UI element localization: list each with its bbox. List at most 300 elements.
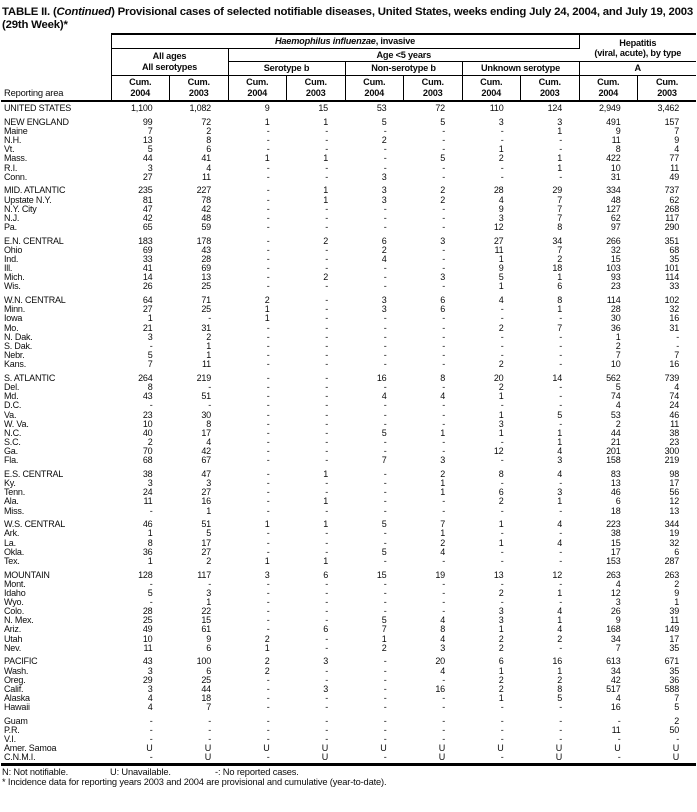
value-cell: - bbox=[676, 331, 680, 342]
value-cell: 562 bbox=[606, 372, 621, 383]
value-cell: - bbox=[500, 578, 504, 589]
value-cell: - bbox=[559, 725, 563, 735]
value-cell: 334 bbox=[606, 185, 621, 196]
value-cell: 5 bbox=[206, 528, 211, 539]
value-cell: 4 bbox=[440, 615, 445, 626]
table-row bbox=[1, 516, 696, 530]
value-cell: 2 bbox=[264, 295, 270, 306]
table-row bbox=[1, 232, 696, 246]
value-cell: 219 bbox=[664, 455, 680, 466]
value-cell: - bbox=[208, 734, 211, 745]
value-cell: 13 bbox=[201, 272, 211, 283]
value-cell: 39 bbox=[669, 606, 680, 617]
value-cell: - bbox=[383, 478, 387, 489]
value-cell: 2 bbox=[147, 436, 153, 447]
serotype-b-header: Serotype b bbox=[228, 62, 345, 76]
value-cell: 9 bbox=[615, 125, 621, 136]
value-cell: 14 bbox=[552, 372, 563, 383]
value-cell: 3 bbox=[323, 656, 328, 667]
value-cell: - bbox=[325, 171, 328, 182]
value-cell: - bbox=[325, 487, 328, 498]
table-row bbox=[1, 145, 696, 154]
value-cell: 30 bbox=[201, 409, 211, 420]
value-cell: 2 bbox=[615, 418, 621, 429]
value-cell: - bbox=[266, 171, 270, 182]
value-cell: - bbox=[266, 487, 270, 498]
value-cell: - bbox=[500, 505, 504, 516]
value-cell: - bbox=[149, 752, 153, 763]
value-cell: 1 bbox=[206, 505, 211, 516]
value-cell: 32 bbox=[669, 537, 680, 548]
title-rest: ) Provisional cases of selected notifiable diseases, United States, weeks ending July 24, 2004, and July 19, 2003 bbox=[111, 6, 694, 18]
value-cell: - bbox=[383, 272, 387, 283]
value-cell: 46 bbox=[142, 519, 153, 530]
value-cell: 1 bbox=[498, 693, 504, 704]
value-cell: - bbox=[500, 135, 504, 146]
table-row bbox=[1, 447, 696, 456]
value-cell: U bbox=[614, 743, 621, 754]
value-cell: - bbox=[325, 135, 328, 146]
value-cell: - bbox=[325, 162, 328, 173]
table-row bbox=[1, 392, 696, 401]
value-cell: 23 bbox=[142, 409, 153, 420]
value-cell: 2 bbox=[264, 665, 270, 676]
value-cell: - bbox=[383, 725, 387, 735]
value-cell: 56 bbox=[669, 487, 680, 498]
value-cell: 11 bbox=[202, 359, 211, 370]
value-cell: 13 bbox=[669, 505, 680, 516]
value-cell: 21 bbox=[610, 436, 621, 447]
value-cell: - bbox=[266, 496, 270, 507]
reporting-area-cell: D.C. bbox=[4, 400, 22, 411]
value-cell: 6 bbox=[323, 569, 328, 580]
value-cell: 3 bbox=[147, 478, 153, 489]
value-cell: - bbox=[325, 734, 328, 745]
table-body bbox=[1, 101, 696, 764]
table-row bbox=[1, 616, 696, 625]
value-cell: - bbox=[383, 505, 387, 516]
value-cell: 53 bbox=[376, 103, 387, 114]
value-cell: 7 bbox=[440, 519, 445, 530]
value-cell: - bbox=[500, 125, 504, 136]
value-cell: 1 bbox=[498, 624, 504, 635]
value-cell: 157 bbox=[664, 116, 680, 127]
value-cell: - bbox=[559, 596, 563, 607]
value-cell: 4 bbox=[615, 400, 621, 411]
value-cell: - bbox=[500, 436, 504, 447]
value-cell: 7 bbox=[381, 624, 387, 635]
value-cell: - bbox=[559, 546, 563, 557]
value-cell: - bbox=[559, 382, 563, 393]
value-cell: 13 bbox=[610, 478, 621, 489]
value-cell: - bbox=[325, 665, 328, 676]
value-cell: - bbox=[266, 427, 270, 438]
reporting-area-cell: Iowa bbox=[4, 313, 23, 324]
value-cell: - bbox=[325, 350, 328, 361]
value-cell: 1 bbox=[674, 596, 680, 607]
value-cell: 48 bbox=[610, 194, 621, 205]
table-row bbox=[1, 676, 696, 685]
value-cell: - bbox=[559, 391, 563, 402]
value-cell: 24 bbox=[669, 400, 680, 411]
value-cell: 8 bbox=[440, 372, 445, 383]
value-cell: - bbox=[559, 478, 563, 489]
value-cell: 613 bbox=[606, 656, 621, 667]
value-cell: - bbox=[266, 350, 270, 361]
value-cell: 41 bbox=[201, 153, 211, 164]
value-cell: - bbox=[442, 350, 445, 361]
value-cell: - bbox=[559, 350, 563, 361]
value-cell: 264 bbox=[138, 372, 153, 383]
value-cell: 51 bbox=[201, 391, 211, 402]
value-cell: 422 bbox=[606, 153, 621, 164]
value-cell: - bbox=[442, 263, 445, 274]
value-cell: 34 bbox=[552, 235, 563, 246]
value-cell: - bbox=[149, 596, 153, 607]
table-row bbox=[1, 607, 696, 616]
value-cell: 3 bbox=[381, 185, 387, 196]
value-cell: 2 bbox=[264, 633, 270, 644]
value-cell: 4 bbox=[615, 693, 621, 704]
table-row bbox=[1, 635, 696, 644]
table-row bbox=[1, 342, 696, 351]
value-cell: 1 bbox=[557, 153, 563, 164]
value-cell: - bbox=[266, 702, 270, 713]
value-cell: 61 bbox=[201, 624, 211, 635]
value-cell: - bbox=[325, 400, 328, 411]
col-header-cum-2003-2: Cum. 2003 bbox=[170, 75, 229, 101]
value-cell: 98 bbox=[669, 468, 680, 479]
value-cell: - bbox=[325, 436, 328, 447]
value-cell: 72 bbox=[435, 103, 445, 114]
reporting-area-cell: Del. bbox=[4, 382, 20, 393]
value-cell: 290 bbox=[664, 222, 680, 233]
value-cell: 21 bbox=[142, 322, 153, 333]
value-cell: 25 bbox=[142, 615, 153, 626]
value-cell: 42 bbox=[610, 674, 621, 685]
reporting-area-cell: Oreg. bbox=[4, 674, 26, 685]
value-cell: 27 bbox=[201, 487, 211, 498]
value-cell: - bbox=[383, 468, 387, 479]
reporting-area-cell: Nebr. bbox=[4, 350, 25, 361]
value-cell: 12 bbox=[493, 222, 504, 233]
value-cell: - bbox=[442, 281, 445, 292]
reporting-area-cell: PACIFIC bbox=[4, 656, 38, 667]
value-cell: 1 bbox=[381, 633, 387, 644]
reporting-area-cell: W. Va. bbox=[4, 418, 29, 429]
reporting-area-cell: S.C. bbox=[4, 436, 21, 447]
value-cell: - bbox=[266, 546, 270, 557]
value-cell: 1 bbox=[498, 391, 504, 402]
value-cell: 3 bbox=[206, 478, 211, 489]
value-cell: 28 bbox=[493, 185, 504, 196]
value-cell: 6 bbox=[206, 665, 211, 676]
value-cell: - bbox=[559, 642, 563, 653]
value-cell: - bbox=[266, 272, 270, 283]
value-cell: 6 bbox=[498, 487, 504, 498]
value-cell: 1 bbox=[557, 162, 563, 173]
table-row bbox=[1, 420, 696, 429]
value-cell: 1 bbox=[323, 185, 328, 196]
value-cell: 13 bbox=[142, 135, 153, 146]
reporting-area-cell: Ga. bbox=[4, 446, 18, 457]
reporting-area-cell: Colo. bbox=[4, 606, 25, 617]
value-cell: - bbox=[559, 505, 563, 516]
value-cell: 102 bbox=[664, 295, 680, 306]
value-cell: 42 bbox=[201, 446, 211, 457]
reporting-area-cell: Ohio bbox=[4, 244, 23, 255]
table-row bbox=[1, 557, 696, 566]
table-row bbox=[1, 685, 696, 694]
value-cell: - bbox=[383, 263, 387, 274]
value-cell: 43 bbox=[142, 656, 153, 667]
value-cell: - bbox=[266, 596, 270, 607]
value-cell: 1 bbox=[557, 587, 563, 598]
footnotes bbox=[2, 767, 697, 788]
value-cell: 35 bbox=[669, 254, 680, 264]
value-cell: 149 bbox=[664, 624, 680, 635]
value-cell: 16 bbox=[376, 372, 387, 383]
value-cell: 491 bbox=[606, 116, 621, 127]
reporting-area-cell: MOUNTAIN bbox=[4, 569, 50, 580]
reporting-area-cell: Okla. bbox=[4, 546, 25, 557]
value-cell: 5 bbox=[615, 382, 621, 393]
value-cell: - bbox=[325, 715, 328, 726]
table-row bbox=[1, 214, 696, 223]
value-cell: 36 bbox=[142, 546, 153, 557]
reporting-area-cell: S. Dak. bbox=[4, 340, 33, 351]
value-cell: 127 bbox=[606, 203, 621, 214]
value-cell: - bbox=[266, 185, 270, 196]
value-cell: 1 bbox=[557, 272, 563, 283]
value-cell: 7 bbox=[557, 194, 563, 205]
value-cell: 11 bbox=[143, 496, 153, 507]
reporting-area-cell: Ill. bbox=[4, 263, 13, 274]
value-cell: - bbox=[383, 125, 387, 136]
table-row bbox=[1, 255, 696, 264]
reporting-area-cell: Md. bbox=[4, 391, 19, 402]
value-cell: 17 bbox=[201, 427, 211, 438]
value-cell: - bbox=[266, 537, 270, 548]
value-cell: - bbox=[442, 203, 445, 214]
value-cell: - bbox=[325, 455, 328, 466]
value-cell: 6 bbox=[206, 144, 211, 155]
value-cell: 1 bbox=[206, 596, 211, 607]
table-row bbox=[1, 667, 696, 676]
value-cell: 18 bbox=[552, 263, 563, 274]
value-cell: - bbox=[325, 203, 328, 214]
value-cell: 16 bbox=[201, 496, 211, 507]
reporting-area-cell: Wis. bbox=[4, 281, 21, 292]
value-cell: 5 bbox=[440, 153, 445, 164]
value-cell: 16 bbox=[435, 683, 445, 694]
value-cell: - bbox=[559, 400, 563, 411]
value-cell: - bbox=[325, 244, 328, 255]
value-cell: - bbox=[149, 340, 153, 351]
value-cell: - bbox=[383, 596, 387, 607]
value-cell: 1 bbox=[264, 313, 270, 324]
value-cell: 42 bbox=[142, 212, 153, 223]
value-cell: 3 bbox=[498, 606, 504, 617]
value-cell: - bbox=[208, 400, 211, 411]
table-row bbox=[1, 644, 696, 653]
value-cell: 2 bbox=[557, 254, 563, 264]
col-header-cum-2004-5: Cum. 2004 bbox=[345, 75, 404, 101]
table-row bbox=[1, 205, 696, 214]
value-cell: - bbox=[442, 596, 445, 607]
value-cell: 287 bbox=[664, 555, 680, 566]
table-row bbox=[1, 580, 696, 589]
value-cell: - bbox=[500, 715, 504, 726]
value-cell: - bbox=[383, 487, 387, 498]
table-row bbox=[1, 744, 696, 753]
value-cell: - bbox=[383, 665, 387, 676]
reporting-area-cell: Amer. Samoa bbox=[4, 743, 57, 754]
hepatitis-group-header bbox=[579, 34, 696, 62]
value-cell: - bbox=[559, 528, 563, 539]
table-row bbox=[1, 438, 696, 447]
value-cell: - bbox=[325, 693, 328, 704]
value-cell: 26 bbox=[142, 281, 153, 292]
value-cell: 5 bbox=[381, 116, 387, 127]
value-cell: 20 bbox=[435, 656, 445, 667]
table-row bbox=[1, 401, 696, 410]
value-cell: 268 bbox=[664, 203, 680, 214]
value-cell: - bbox=[500, 400, 504, 411]
value-cell: 44 bbox=[142, 153, 153, 164]
value-cell: 4 bbox=[440, 665, 445, 676]
value-cell: 4 bbox=[557, 624, 563, 635]
value-cell: 34 bbox=[610, 633, 621, 644]
value-cell: 4 bbox=[381, 391, 387, 402]
col-header-cum-2004-3: Cum. 2004 bbox=[228, 75, 287, 101]
value-cell: 7 bbox=[557, 322, 563, 333]
value-cell: - bbox=[325, 427, 328, 438]
value-cell: - bbox=[383, 446, 387, 457]
reporting-area-cell: N. Dak. bbox=[4, 331, 33, 342]
value-cell: 739 bbox=[664, 372, 680, 383]
value-cell: 153 bbox=[606, 555, 621, 566]
value-cell: 9 bbox=[264, 103, 270, 114]
table-row bbox=[1, 456, 696, 465]
value-cell: 67 bbox=[201, 455, 211, 466]
value-cell: U bbox=[146, 743, 153, 754]
value-cell: - bbox=[559, 578, 563, 589]
reporting-area-cell: Ind. bbox=[4, 254, 19, 264]
value-cell: 3 bbox=[147, 331, 153, 342]
value-cell: 6 bbox=[206, 642, 211, 653]
reporting-area-cell: R.I. bbox=[4, 162, 18, 173]
value-cell: - bbox=[325, 313, 328, 324]
value-cell: U bbox=[438, 743, 445, 754]
reporting-area-cell: Mich. bbox=[4, 272, 25, 283]
value-cell: 3 bbox=[615, 596, 621, 607]
value-cell: - bbox=[383, 656, 387, 667]
reporting-area-cell: Ariz. bbox=[4, 624, 22, 635]
table-row bbox=[1, 539, 696, 548]
reporting-area-cell: Kans. bbox=[4, 359, 27, 370]
reporting-area-cell: MID. ATLANTIC bbox=[4, 185, 66, 196]
value-cell: 13 bbox=[493, 569, 504, 580]
value-cell: 38 bbox=[610, 528, 621, 539]
value-cell: 8 bbox=[147, 382, 153, 393]
value-cell: - bbox=[266, 382, 270, 393]
value-cell: - bbox=[500, 734, 504, 745]
value-cell: 2 bbox=[264, 656, 270, 667]
value-cell: - bbox=[383, 212, 387, 223]
value-cell: 8 bbox=[615, 144, 621, 155]
value-cell: 15 bbox=[376, 569, 387, 580]
value-cell: - bbox=[149, 734, 153, 745]
value-cell: - bbox=[676, 340, 680, 351]
value-cell: 101 bbox=[664, 263, 680, 274]
value-cell: 35 bbox=[669, 642, 680, 653]
value-cell: 11 bbox=[143, 642, 153, 653]
value-cell: - bbox=[383, 702, 387, 713]
table-row bbox=[1, 136, 696, 145]
reporting-area-cell: E.S. CENTRAL bbox=[4, 468, 64, 479]
value-cell: - bbox=[266, 725, 270, 735]
col-header-cum-2003-10: Cum. 2003 bbox=[638, 75, 697, 101]
value-cell: - bbox=[325, 331, 328, 342]
value-cell: 9 bbox=[674, 135, 680, 146]
title-continued: Continued bbox=[56, 6, 112, 18]
reporting-area-cell: Tenn. bbox=[4, 487, 26, 498]
value-cell: 114 bbox=[606, 295, 621, 306]
value-cell: 16 bbox=[552, 656, 563, 667]
value-cell: 2 bbox=[674, 715, 680, 726]
value-cell: - bbox=[500, 528, 504, 539]
col-header-cum-2003-6: Cum. 2003 bbox=[404, 75, 463, 101]
value-cell: 8 bbox=[206, 418, 211, 429]
value-cell: 28 bbox=[142, 606, 153, 617]
value-cell: - bbox=[559, 135, 563, 146]
value-cell: - bbox=[325, 254, 328, 264]
value-cell: 9 bbox=[674, 587, 680, 598]
all-serotypes-line: All serotypes bbox=[141, 61, 198, 72]
value-cell: - bbox=[559, 702, 563, 713]
value-cell: 15 bbox=[318, 103, 328, 114]
table-row bbox=[1, 223, 696, 232]
value-cell: - bbox=[500, 546, 504, 557]
reporting-area-cell: S. ATLANTIC bbox=[4, 372, 56, 383]
value-cell: 1 bbox=[498, 281, 504, 292]
table-row bbox=[1, 113, 696, 127]
value-cell: - bbox=[266, 436, 270, 447]
value-cell: 2 bbox=[498, 382, 504, 393]
value-cell: - bbox=[442, 222, 445, 233]
value-cell: 227 bbox=[196, 185, 211, 196]
value-cell: U bbox=[672, 743, 680, 754]
value-cell: - bbox=[266, 162, 270, 173]
reporting-area-cell: N.J. bbox=[4, 212, 20, 223]
value-cell: 44 bbox=[610, 427, 621, 438]
value-cell: 9 bbox=[498, 203, 504, 214]
value-cell: 4 bbox=[615, 578, 621, 589]
col-header-cum-2004-7: Cum. 2004 bbox=[462, 75, 521, 101]
value-cell: - bbox=[500, 162, 504, 173]
table-row bbox=[1, 292, 696, 306]
value-cell: 17 bbox=[610, 546, 621, 557]
value-cell: 9 bbox=[615, 615, 621, 626]
value-cell: 25 bbox=[201, 304, 211, 315]
value-cell: 81 bbox=[142, 194, 153, 205]
value-cell: 4 bbox=[674, 382, 680, 393]
value-cell: 1 bbox=[498, 519, 504, 530]
value-cell: - bbox=[325, 340, 328, 351]
value-cell: 10 bbox=[142, 418, 153, 429]
value-cell: 11 bbox=[670, 418, 680, 429]
